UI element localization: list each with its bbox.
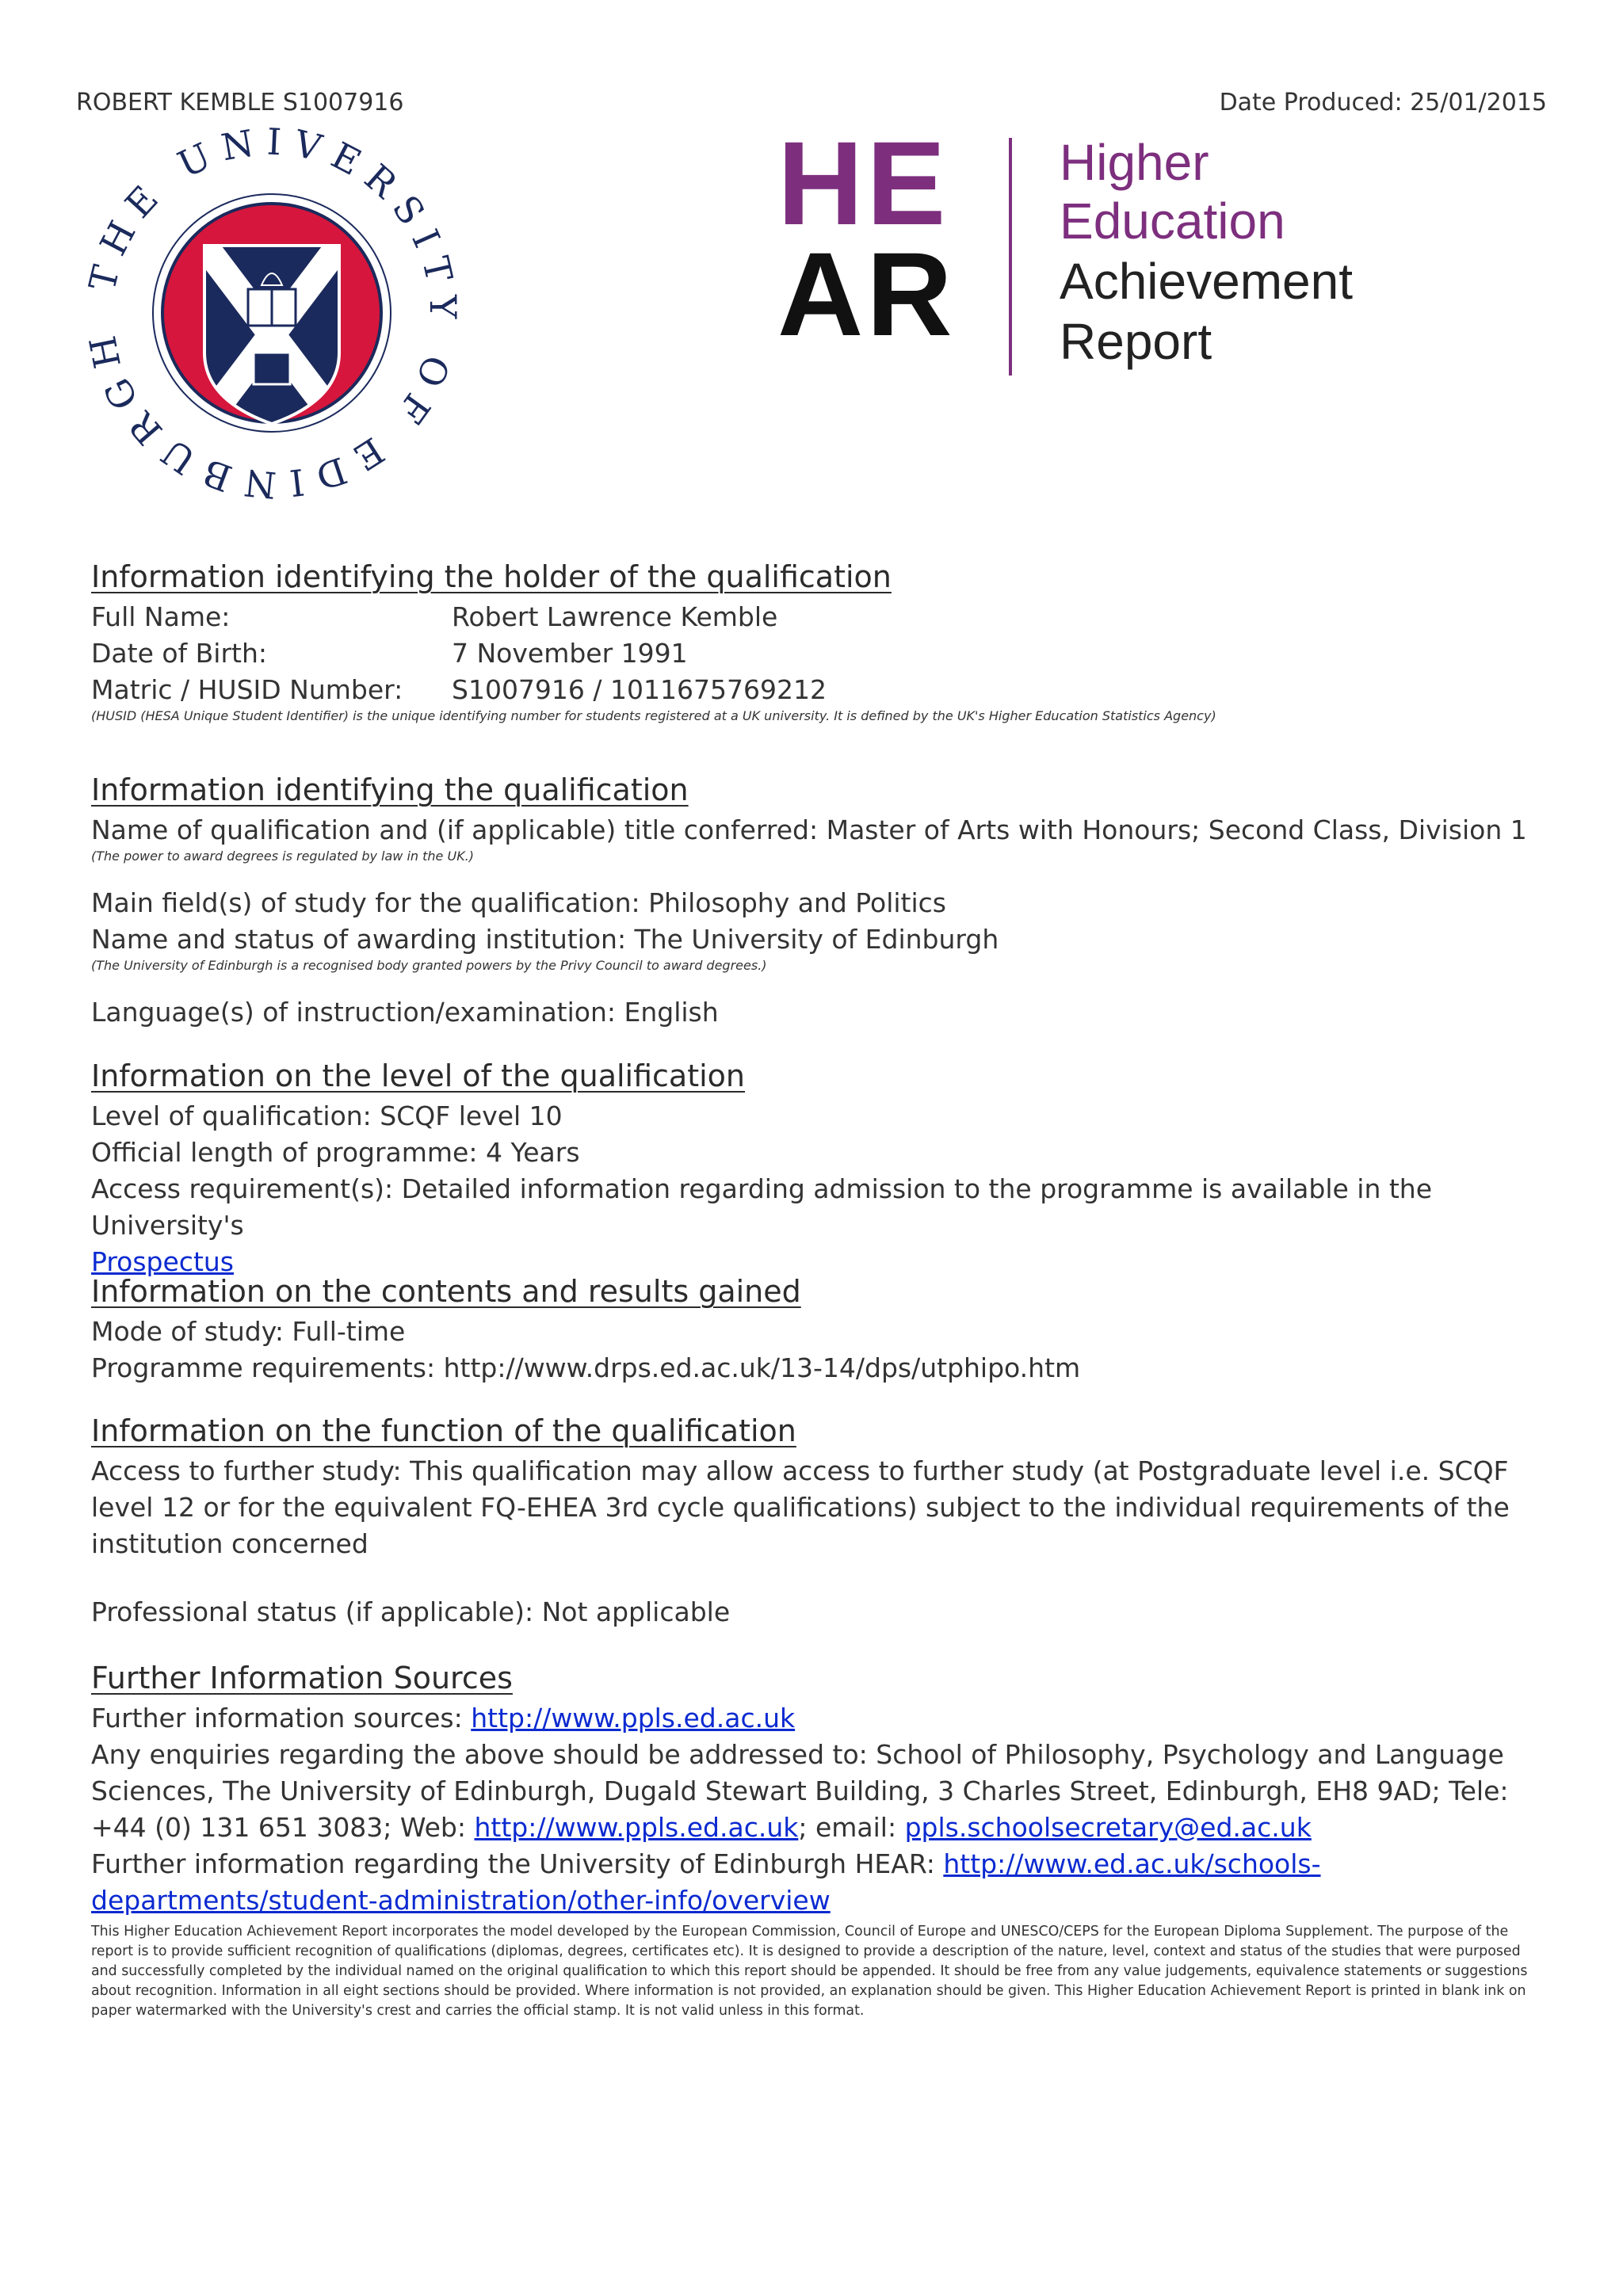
husid-note: (HUSID (HESA Unique Student Identifier) is the unique identifying number for students registered at a UK university. It is defined by the UK's Higher Education Statistics Agency): [91, 708, 1216, 723]
further-study-access: Access to further study: This qualification may allow access to further study (at Postgraduate level i.e. SCQF level 12 or for the equivalent FQ-EHEA 3rd cycle qualifications) subject to the individual requirements of the institution concerned: [91, 1455, 1510, 1559]
enquiries-paragraph: [91, 1737, 1526, 1846]
dob-value: 7 November 1991: [452, 638, 688, 669]
level-heading: Information on the level of the qualification: [91, 1058, 745, 1093]
sources-label: Further information sources:: [91, 1703, 472, 1733]
prospectus-link[interactable]: Prospectus: [91, 1246, 234, 1277]
qualification-name: Name of qualification and (if applicable) title conferred: Master of Arts with Honours; Second Class, Division 1: [91, 814, 1527, 845]
power-note: (The power to award degrees is regulated by law in the UK.): [91, 849, 475, 864]
full-name-row: [91, 599, 1541, 635]
hear-logo-divider: [1009, 138, 1012, 376]
dob-row: [91, 635, 1541, 672]
hear-logo: [773, 116, 1470, 388]
hear-info-paragraph: [91, 1846, 1327, 1919]
programme-length: Official length of programme: 4 Years: [91, 1137, 580, 1168]
function-heading: Information on the function of the qualification: [91, 1413, 796, 1448]
awarding-institution: Name and status of awarding institution: The University of Edinburgh: [91, 924, 999, 955]
programme-requirements: Programme requirements: http://www.drps.ed.ac.uk/13-14/dps/utphipo.htm: [91, 1352, 1081, 1383]
matric-label: Matric / HUSID Number:: [91, 674, 403, 705]
language-of-instruction: Language(s) of instruction/examination: English: [91, 997, 719, 1028]
field-of-study: Main field(s) of study for the qualification: Philosophy and Politics: [91, 887, 946, 918]
date-produced: Date Produced: 25/01/2015: [1219, 89, 1547, 116]
professional-status: Professional status (if applicable): Not applicable: [91, 1596, 731, 1627]
enquiries-text: Any enquiries regarding the above should be addressed to: School of Philosophy, Psychology and Language Sciences, The University of Edinburgh, Dugald Stewart Building, 3 Charles Street, Edinburgh, EH8 9AD; Tele: +44 (0) 131 651 3083; Web:: [91, 1739, 1509, 1843]
section-contents: [91, 1274, 1541, 1386]
level-of-qualification: Level of qualification: SCQF level 10: [91, 1100, 563, 1131]
full-name-label: Full Name:: [91, 601, 231, 632]
university-of-edinburgh-seal: [86, 127, 458, 499]
institution-note: (The University of Edinburgh is a recognised body granted powers by the Privy Council to award degrees.): [91, 958, 767, 973]
access-requirements-text: Access requirement(s): Detailed information regarding admission to the programme is available in the University's: [91, 1173, 1433, 1241]
access-requirements: [91, 1171, 1541, 1280]
matric-value: S1007916 / 1011675769212: [452, 674, 827, 705]
further-info-heading: Further Information Sources: [91, 1661, 513, 1695]
svg-text:THE UNIVERSITY OF EDINBURGH ·: HE UNIVERSI OF EDINBURG: [90, 127, 458, 499]
section-further-info: [91, 1661, 1526, 1919]
dob-label: Date of Birth:: [91, 638, 268, 669]
section-holder: [91, 559, 1541, 724]
full-name-value: Robert Lawrence Kemble: [452, 601, 778, 632]
footer-disclaimer: This Higher Education Achievement Report incorporates the model developed by the European Commission, Council of Europe and UNESCO/CEPS for the European Diploma Supplement. The purpose of the report is to provide sufficient recognition of qualifications (diplomas, degrees, certificates etc). It is designed to provide a description of the nature, level, context and status of the studies that were purposed and successfully completed by the individual named on the original qualification to which this report should be appended. It should be free from any value judgements, equivalence statements or suggestions about recognition. Information in all eight sections should be provided. Where information is not provided, an explanation should be given. This Higher Education Achievement Report is printed in blank ink on paper watermarked with the University's crest and carries the official stamp. It is not valid unless in this format.: [91, 1924, 1528, 2019]
section-function: [91, 1413, 1526, 1630]
hear-logo-achievement: Achievement: [1060, 253, 1353, 310]
qualification-heading: Information identifying the qualification: [91, 772, 689, 807]
school-secretary-email-link[interactable]: ppls.schoolsecretary@ed.ac.uk: [904, 1812, 1312, 1843]
further-info-sources: [91, 1700, 1526, 1737]
ppls-web-link[interactable]: http://www.ppls.ed.ac.uk: [474, 1812, 799, 1843]
hear-logo-higher: Higher: [1060, 134, 1209, 191]
matric-row: [91, 672, 1541, 708]
hear-info-label: Further information regarding the University of Edinburgh HEAR:: [91, 1848, 944, 1879]
contents-heading: Information on the contents and results gained: [91, 1274, 801, 1309]
section-qualification: [91, 772, 1541, 1031]
hear-logo-report: Report: [1060, 313, 1212, 370]
ppls-website-link[interactable]: http://www.ppls.ed.ac.uk: [471, 1703, 796, 1733]
section-level: [91, 1058, 1541, 1280]
hear-logo-he: HE: [777, 116, 949, 250]
hear-logo-education: Education: [1060, 193, 1285, 250]
email-label: ; email:: [798, 1812, 905, 1843]
student-name-id: ROBERT KEMBLE S1007916: [76, 89, 404, 116]
hear-overview-link[interactable]: http://www.ed.ac.uk/schools-departments/student-administration/other-info/overview: [91, 1848, 1321, 1916]
holder-heading: Information identifying the holder of the qualification: [91, 559, 892, 594]
hear-logo-ar: AR: [777, 227, 956, 360]
mode-of-study: Mode of study: Full-time: [91, 1316, 406, 1347]
